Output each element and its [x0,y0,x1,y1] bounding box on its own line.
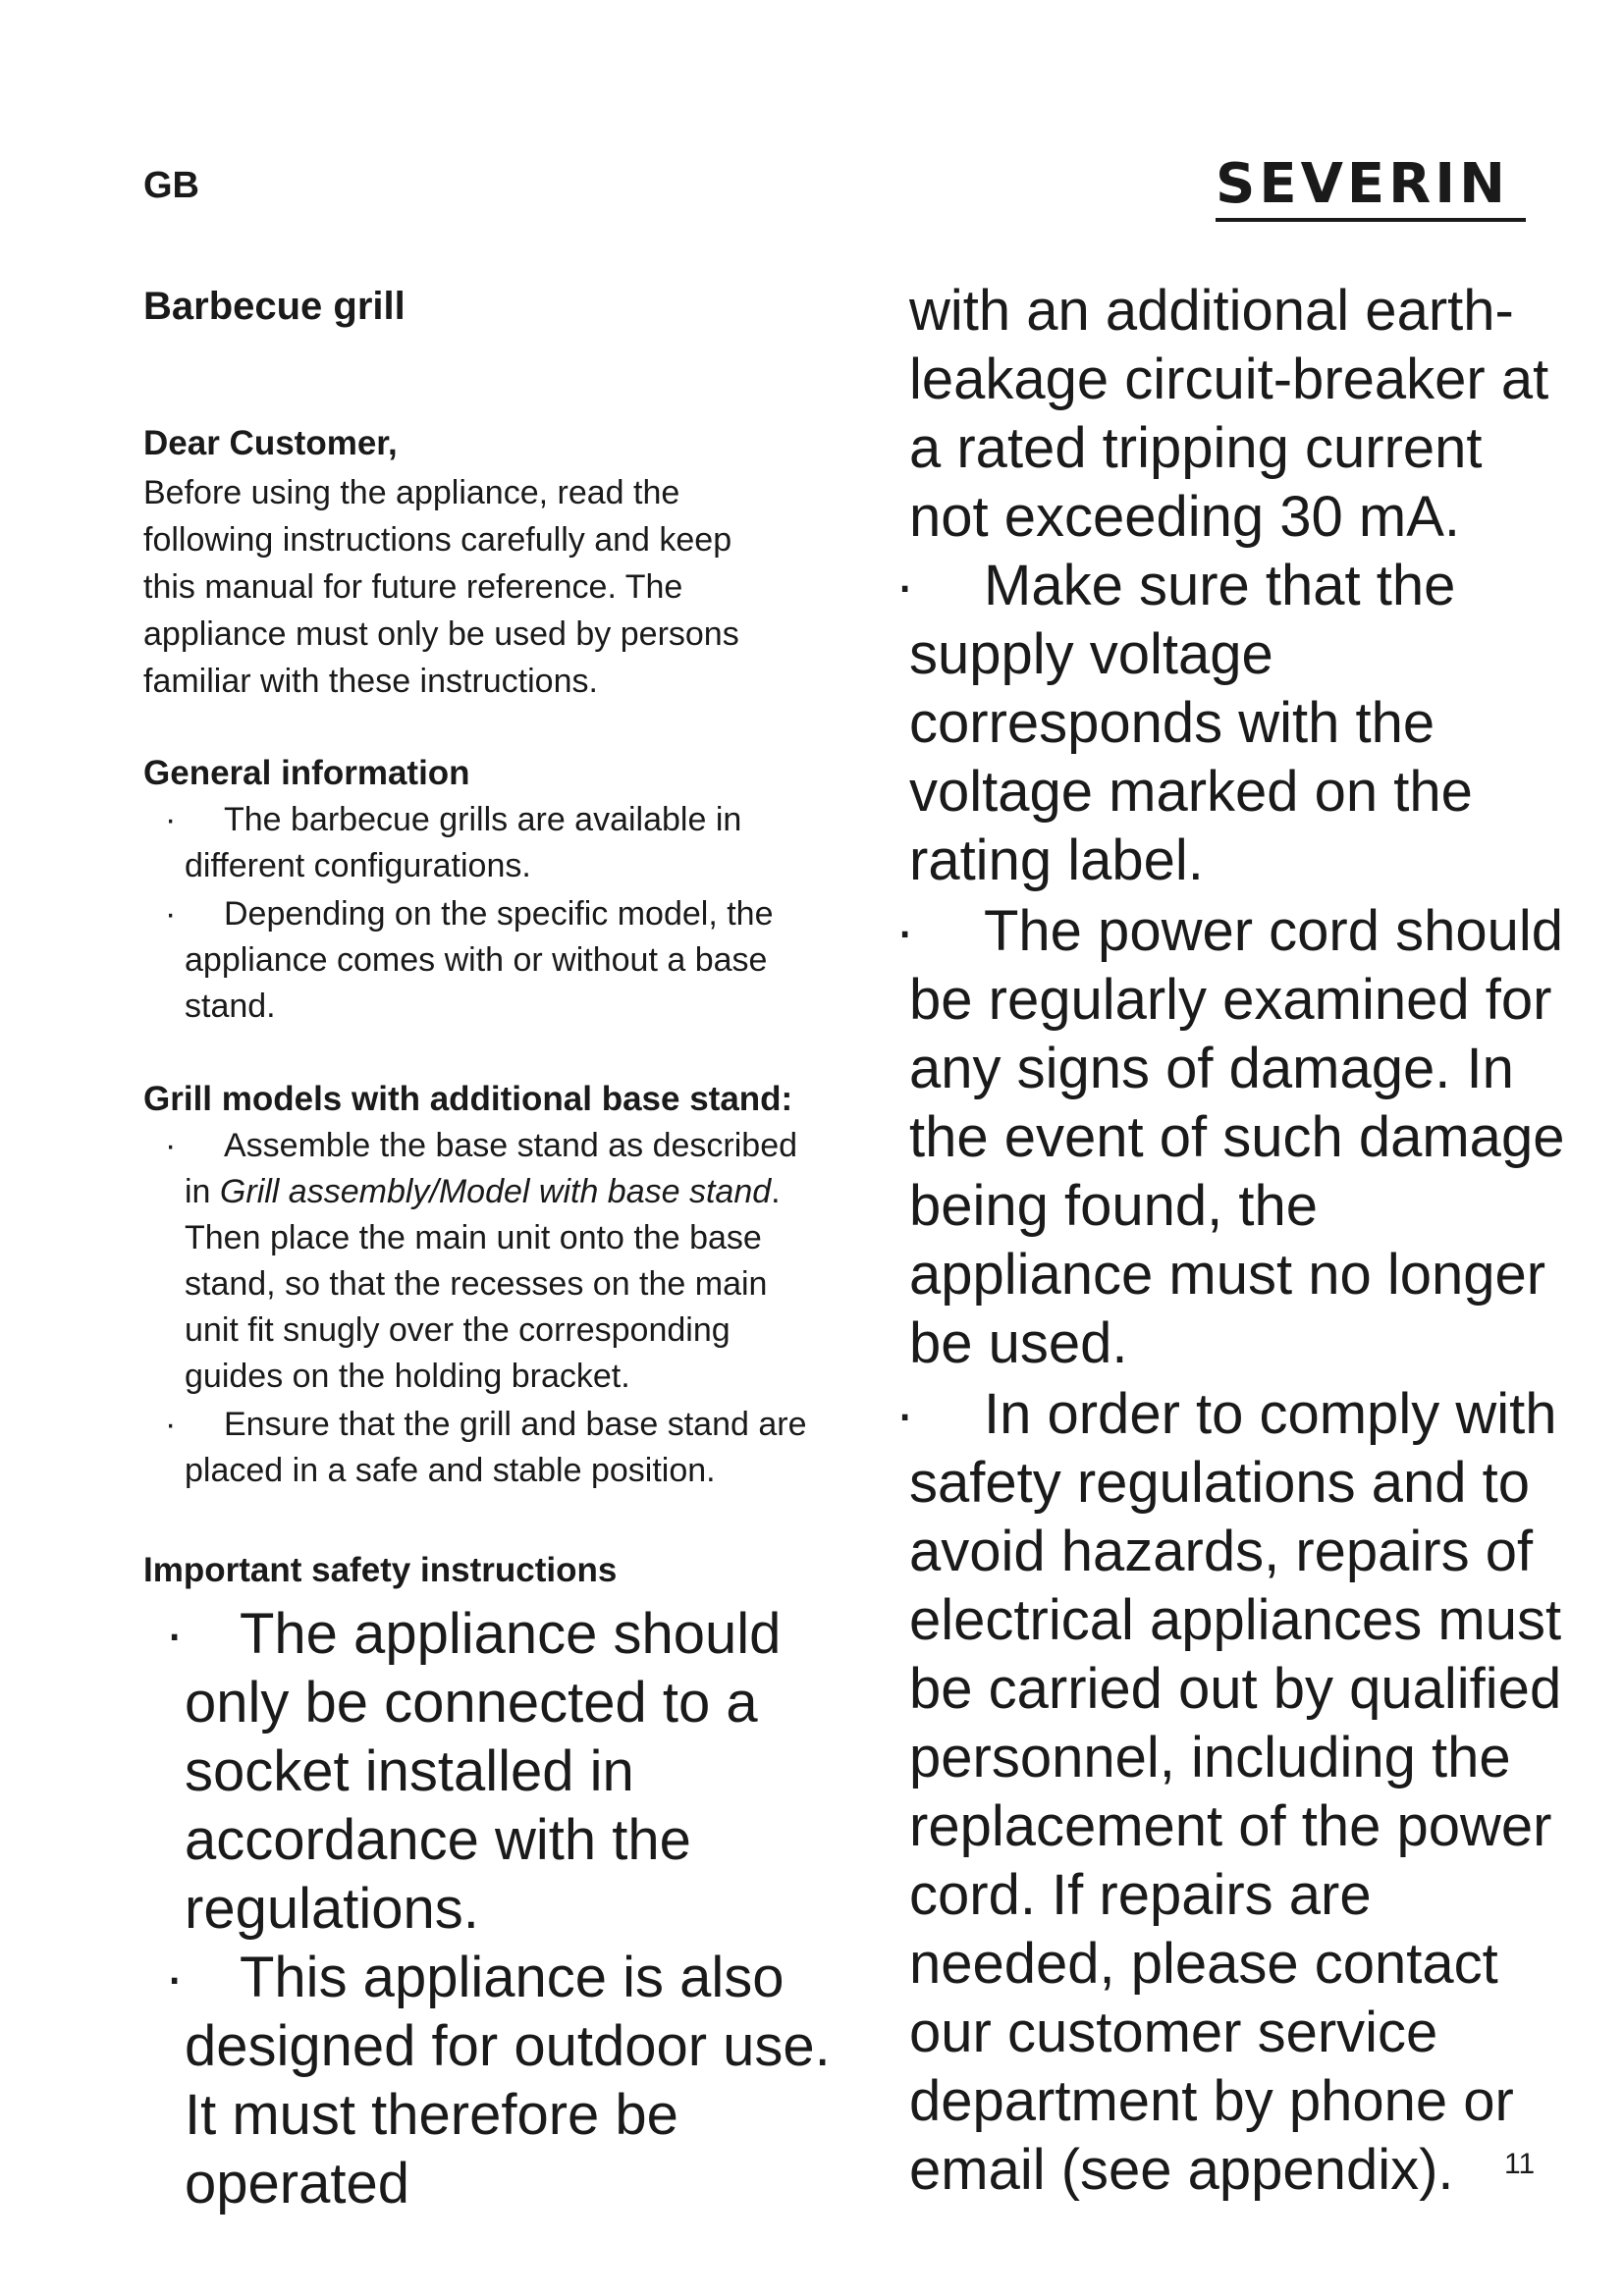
language-code: GB [143,165,199,206]
safety-bullet-list-left [143,1600,850,2218]
bullet-icon: · [165,895,177,933]
list-item-text: Ensure that the grill and base stand are placed in a safe and stable position. [185,1406,807,1489]
list-item-text: Depending on the specific model, the appliance comes with or without a base stand. [185,895,774,1025]
bullet-icon: · [165,1406,177,1443]
greeting: Dear Customer, [143,424,398,462]
list-item-text: In order to comply with safety regulations and to avoid hazards, repairs of electrical appliances must be carried out by qualified personnel, including the replacement of the power cord. If repairs are needed, please contact our customer service department by phone or email (see appendix). [909,1382,1562,2202]
list-item [143,891,811,1030]
list-item-text: . Then place the main unit onto the base stand, so that the recesses on the main unit fit snugly over the corresponding guides on the holding bracket. [185,1173,781,1395]
list-item-text: This appliance is also designed for outdoor use. It must therefore be operated [185,1946,831,2216]
bullet-icon: · [895,899,915,963]
bullet-icon: · [165,1946,185,2009]
general-heading: General information [143,754,470,792]
list-item [895,552,1577,895]
continued-paragraph: with an additional earth-leakage circuit-breaker at a rated tripping current not exceeding 30 mA. [909,279,1549,549]
list-item [143,797,811,889]
bullet-icon: · [165,801,177,838]
cross-reference: Grill assembly/Model with base stand [219,1173,772,1210]
brand-underline [1216,218,1526,222]
bullet-icon: · [165,1127,177,1164]
bullet-icon: · [895,1382,915,1446]
bullet-icon: · [165,1602,185,1666]
bullet-icon: · [895,554,915,617]
list-item [143,1402,811,1494]
brand-name: SEVERIN [1216,152,1510,216]
list-item [143,1600,850,1944]
grill-models-bullet-list [143,1123,811,1496]
list-item-text: Make sure that the supply voltage corresponds with the voltage marked on the rating label. [909,554,1473,892]
page-number: 11 [1504,2148,1536,2180]
list-item [143,1944,850,2218]
list-item-text: The appliance should only be connected to a socket installed in accordance with the regulations. [185,1602,782,1941]
grill-models-heading: Grill models with additional base stand: [143,1080,793,1118]
list-item-text: Assemble the base stand as described in [185,1127,798,1210]
brand-logo [1216,152,1532,228]
list-item [895,897,1577,1378]
list-item [143,1123,811,1400]
general-bullet-list [143,797,811,1032]
list-item [895,1380,1577,2205]
page-title: Barbecue grill [143,285,406,328]
list-item-text: The power cord should be regularly examined for any signs of damage. In the event of such damage being found, the appliance must no longer be used. [909,899,1565,1375]
safety-heading: Important safety instructions [143,1551,618,1589]
intro-paragraph: Before using the appliance, read the following instructions carefully and keep this manual for future reference. The appliance must only be used by persons familiar with these instructions. [143,474,739,700]
safety-column-right [895,277,1577,2207]
list-item-text: The barbecue grills are available in different configurations. [185,801,742,884]
